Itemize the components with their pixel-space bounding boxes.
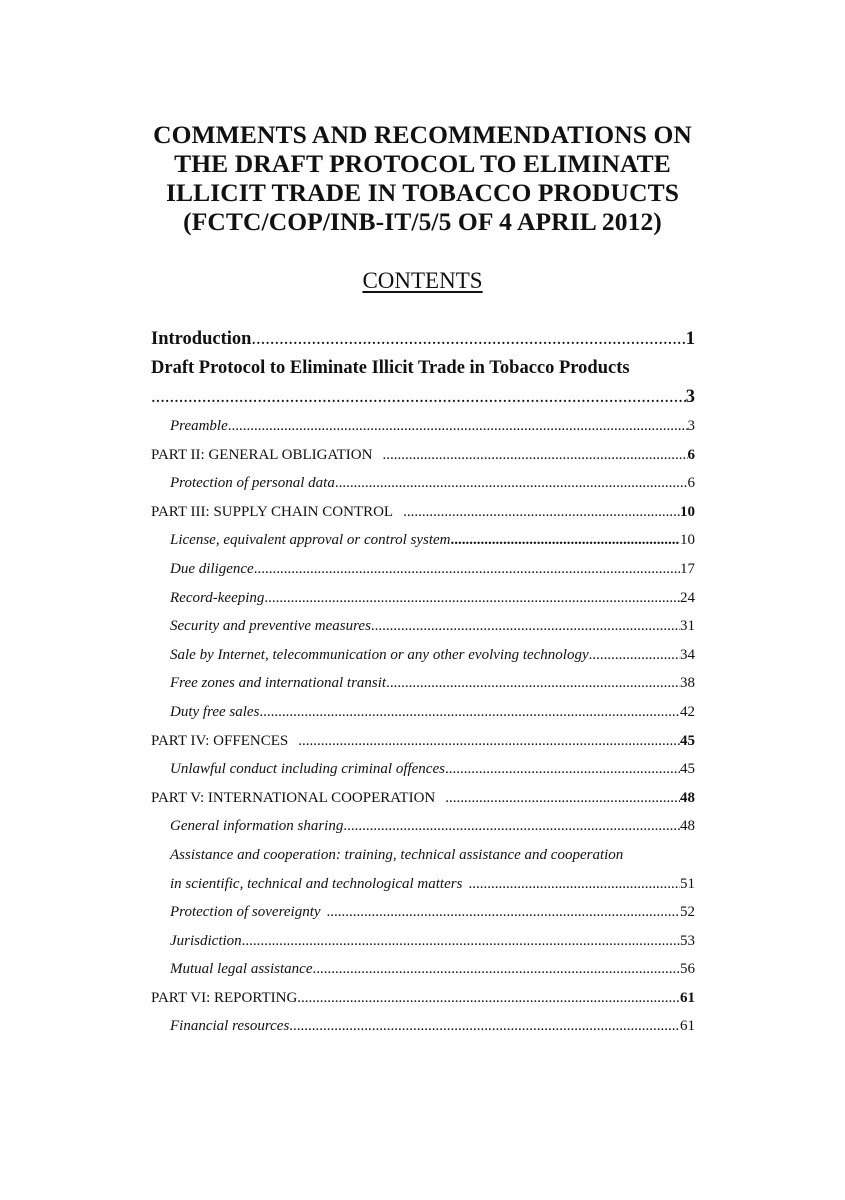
title-line-3: ILLICIT TRADE IN TOBACCO PRODUCTS	[166, 178, 679, 207]
dot-leader	[343, 812, 680, 841]
dot-leader	[254, 555, 680, 584]
toc-entry-draft-protocol-label[interactable]: Draft Protocol to Eliminate Illicit Trade in Tobacco Products	[151, 358, 630, 378]
toc-entry-part-4[interactable]	[151, 727, 695, 756]
toc-page-number: 3	[687, 418, 695, 434]
toc-label: Due diligence	[170, 560, 254, 577]
toc-entry-personal-data[interactable]	[151, 469, 695, 498]
toc-page-number: 45	[680, 732, 695, 749]
toc-page-number: 61	[680, 1018, 695, 1035]
dot-leader	[386, 669, 680, 698]
toc-entry-financial[interactable]	[151, 1012, 695, 1041]
dot-leader	[589, 641, 680, 670]
toc-entry-internet-sale[interactable]	[151, 641, 695, 670]
toc-page-number: 52	[680, 904, 695, 921]
dot-leader	[242, 927, 680, 956]
toc-entry-draft-protocol-leader[interactable]	[151, 383, 695, 412]
dot-leader	[259, 698, 680, 727]
toc-entry-info-sharing[interactable]	[151, 812, 695, 841]
toc-entry-security[interactable]	[151, 612, 695, 641]
toc-label: Duty free sales	[170, 703, 260, 720]
dot-leader	[371, 612, 680, 641]
title-line-1: COMMENTS AND RECOMMENDATIONS ON	[153, 120, 692, 149]
toc-entry-part-6[interactable]	[151, 984, 695, 1013]
toc-label: in scientific, technical and technological matters	[170, 875, 463, 892]
toc-entry-preamble[interactable]	[151, 412, 695, 441]
toc-label: Unlawful conduct including criminal offences	[170, 761, 445, 778]
toc-page-number: 31	[680, 618, 695, 635]
dot-leader	[335, 469, 688, 498]
toc-entry-legal-assistance[interactable]	[151, 955, 695, 984]
toc-entry-introduction[interactable]	[151, 325, 695, 354]
toc-label: Financial resources	[170, 1018, 290, 1035]
toc-label: PART IV: OFFENCES	[151, 732, 289, 749]
toc-page-number: 53	[680, 932, 695, 949]
toc-page-number: 3	[685, 387, 695, 407]
toc-label: Introduction	[151, 329, 252, 349]
toc-entry-part-5[interactable]	[151, 784, 695, 813]
toc-page-number: 38	[680, 675, 695, 692]
dot-leader	[264, 584, 680, 613]
toc-entry-sovereignty[interactable]	[151, 898, 695, 927]
dot-leader	[445, 755, 680, 784]
toc-page-number: 10	[680, 532, 695, 549]
toc-page-number: 6	[687, 446, 695, 463]
toc-entry-duty-free[interactable]	[151, 698, 695, 727]
toc-page-number: 56	[680, 961, 695, 978]
toc-label: Free zones and international transit	[170, 675, 387, 692]
dot-leader	[451, 526, 680, 555]
dot-leader	[321, 898, 680, 927]
toc-page-number: 61	[680, 989, 695, 1006]
toc-label: License, equivalent approval or control system	[170, 532, 451, 549]
toc-page-number: 1	[685, 329, 695, 349]
toc-entry-unlawful-conduct[interactable]	[151, 755, 695, 784]
toc-label: Security and preventive measures	[170, 618, 371, 635]
toc-entry-assistance-line-1[interactable]: Assistance and cooperation: training, technical assistance and cooperation	[170, 846, 624, 863]
toc-page-number: 51	[680, 875, 695, 892]
toc-page-number: 34	[680, 646, 695, 663]
dot-leader	[297, 984, 680, 1013]
toc-label: Protection of personal data	[170, 475, 335, 492]
toc-page-number: 17	[680, 560, 695, 577]
toc-label: Jurisdiction	[170, 932, 242, 949]
toc-page-number: 6	[687, 475, 695, 492]
toc-label: PART III: SUPPLY CHAIN CONTROL	[151, 503, 394, 520]
toc-entry-part-3[interactable]	[151, 498, 695, 527]
toc-entry-assistance-line-2[interactable]	[151, 870, 695, 899]
toc-label: Protection of sovereignty	[170, 904, 321, 921]
toc-label: PART V: INTERNATIONAL COOPERATION	[151, 789, 436, 806]
dot-leader	[289, 1012, 680, 1041]
toc-page-number: 24	[680, 589, 695, 606]
toc-page-number: 42	[680, 703, 695, 720]
dot-leader	[228, 412, 688, 441]
dot-leader	[288, 727, 680, 756]
dot-leader	[372, 441, 687, 470]
toc-page-number: 45	[680, 761, 695, 778]
dot-leader	[151, 383, 686, 412]
toc-label: Record-keeping	[170, 589, 265, 606]
toc-entry-free-zones[interactable]	[151, 669, 695, 698]
dot-leader	[462, 870, 680, 899]
toc-page-number: 10	[680, 503, 695, 520]
toc-entry-due-diligence[interactable]	[151, 555, 695, 584]
title-line-4: (FCTC/COP/INB-IT/5/5 OF 4 APRIL 2012)	[183, 207, 662, 236]
toc-label: Sale by Internet, telecommunication or any other evolving technology	[170, 646, 589, 663]
toc-page-number: 48	[680, 789, 695, 806]
toc-entry-license[interactable]	[151, 526, 695, 555]
toc-entry-record-keeping[interactable]	[151, 584, 695, 613]
toc-label: Mutual legal assistance	[170, 961, 313, 978]
dot-leader	[313, 955, 681, 984]
document-title	[120, 120, 725, 236]
dot-leader	[393, 498, 680, 527]
dot-leader	[435, 784, 680, 813]
table-of-contents	[151, 325, 695, 1041]
toc-page-number: 48	[680, 818, 695, 835]
toc-label: PART II: GENERAL OBLIGATION	[151, 446, 373, 463]
toc-entry-jurisdiction[interactable]	[151, 927, 695, 956]
toc-label: Preamble	[170, 418, 228, 434]
toc-label: PART VI: REPORTING	[151, 989, 298, 1006]
toc-entry-part-2[interactable]	[151, 441, 695, 470]
toc-label: General information sharing	[170, 818, 344, 835]
dot-leader	[251, 325, 685, 354]
title-line-2: THE DRAFT PROTOCOL TO ELIMINATE	[174, 149, 671, 178]
contents-heading: CONTENTS	[362, 268, 483, 293]
